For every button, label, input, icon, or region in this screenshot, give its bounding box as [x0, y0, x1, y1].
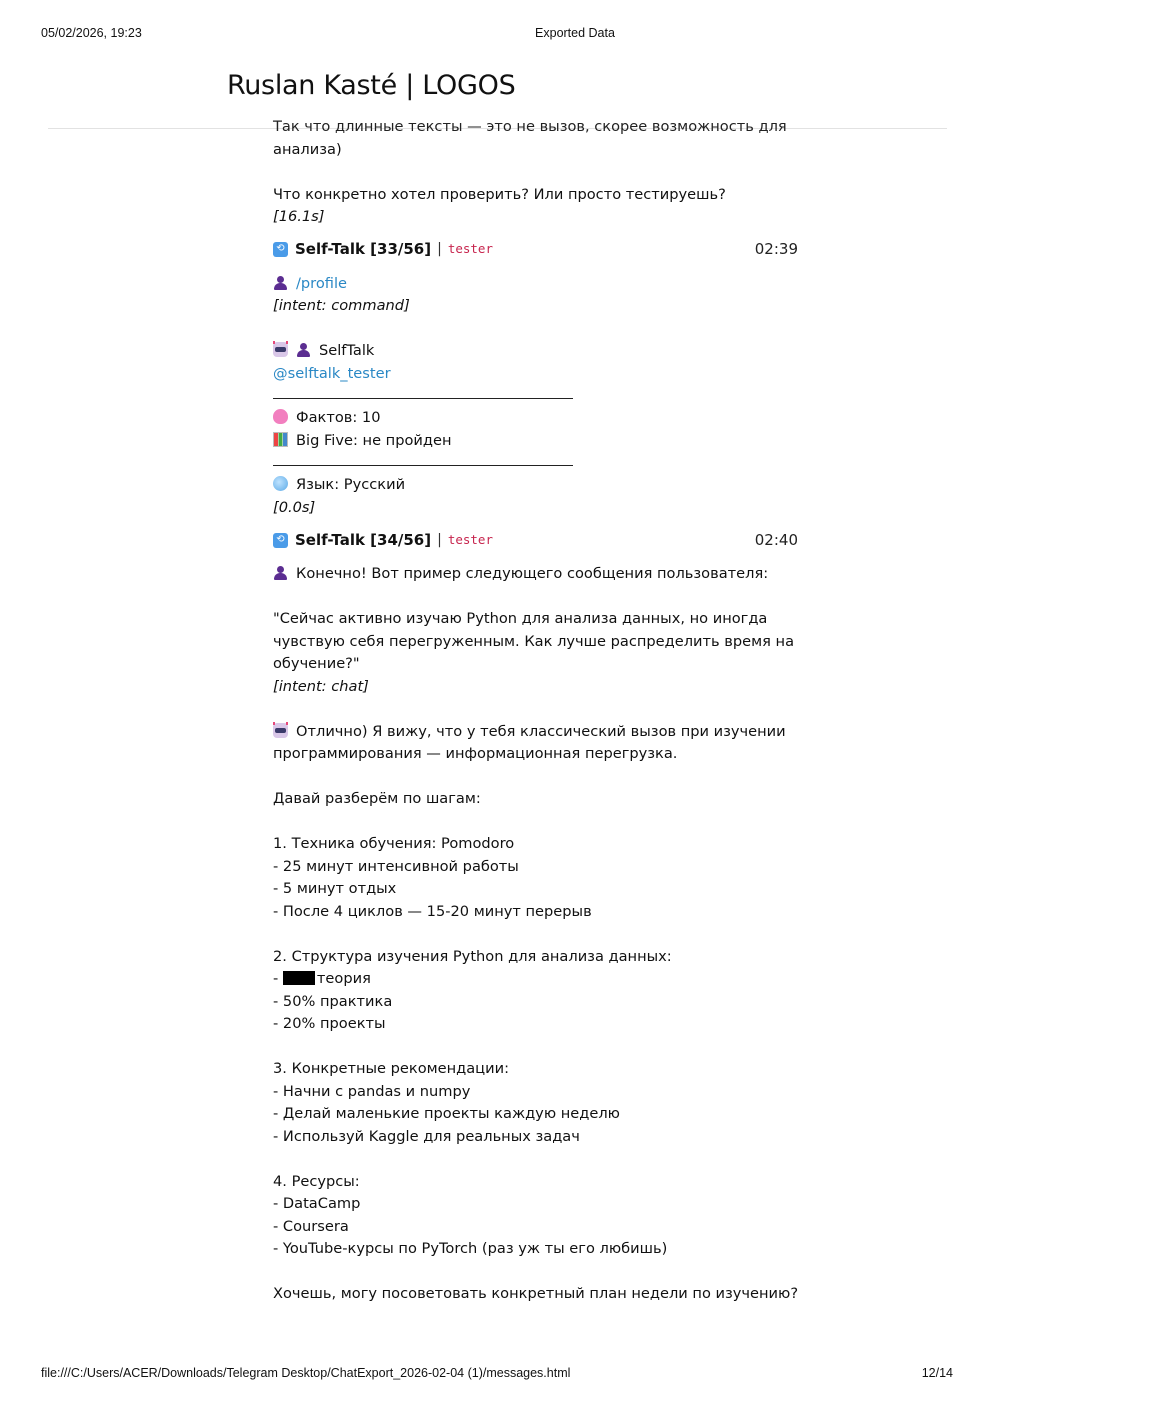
divider [273, 398, 573, 399]
sender-name: Self-Talk [33/56] [295, 240, 432, 259]
bot-reply [273, 721, 803, 744]
steps-intro: Давай разберём по шагам: [273, 790, 481, 807]
list-item [273, 968, 803, 991]
sender-tag: tester [447, 531, 493, 547]
print-date: 05/02/2026, 19:23 [41, 26, 142, 40]
language-row [273, 474, 803, 497]
message-text: Что конкретно хотел проверить? Или просто тестируешь? [273, 185, 726, 203]
file-path: file:///C:/Users/ACER/Downloads/Telegram Desktop/ChatExport_2026-02-04 (1)/messages.html [41, 1366, 571, 1380]
list-item: - DataCamp [273, 1195, 361, 1212]
big-five-row [273, 430, 803, 453]
globe-icon [273, 476, 288, 491]
bar-chart-icon [273, 432, 288, 447]
user-intro: Конечно! Вот пример следующего сообщения пользователя: [296, 565, 769, 582]
message-header [273, 529, 803, 551]
print-header [0, 26, 993, 42]
facts-count: Фактов: 10 [296, 409, 381, 426]
section-title: 4. Ресурсы: [273, 1172, 360, 1190]
list-item-text: теория [316, 970, 371, 987]
message-time: 02:39 [754, 240, 798, 259]
list-item: - После 4 циклов — 15-20 минут перерыв [273, 902, 592, 920]
repeat-icon: ⟲ [273, 533, 288, 548]
clipped-text: Так что длинные тексты — это не вызов, скорее возможность для [273, 118, 787, 135]
section-title: 1. Техника обучения: Pomodoro [273, 835, 515, 852]
divider [273, 465, 573, 466]
robot-icon [273, 342, 288, 357]
user-message [273, 273, 803, 296]
separator: | [437, 241, 442, 258]
user-quote: чувствую себя перегруженным. Как лучше распределить время на [273, 632, 795, 650]
response-timing: [16.1s] [273, 208, 325, 225]
user-message [273, 563, 803, 586]
list-item: - 20% проекты [273, 1015, 386, 1032]
user-quote: обучение?" [273, 655, 360, 672]
section-title: 2. Структура изучения Python для анализа данных: [273, 947, 672, 965]
facts-row [273, 407, 803, 430]
page-title: Ruslan Kasté | LOGOS [227, 70, 516, 101]
separator: | [437, 531, 442, 548]
list-item: - 5 минут отдых [273, 880, 397, 897]
print-title: Exported Data [535, 26, 615, 40]
profile-name: SelfTalk [319, 342, 375, 359]
page-number: 12/14 [921, 1366, 953, 1380]
list-item: - 25 минут интенсивной работы [273, 857, 519, 875]
list-item: - 50% практика [273, 992, 393, 1010]
bot-text: программирования — информационная перегрузка. [273, 745, 678, 762]
command-link[interactable]: /profile [296, 274, 348, 292]
user-icon [273, 565, 288, 580]
dash: - [273, 970, 283, 987]
intent-label: [intent: chat] [273, 677, 369, 695]
list-item: - Используй Kaggle для реальных задач [273, 1127, 580, 1145]
sender-name: Self-Talk [34/56] [295, 530, 432, 549]
section-title: 3. Конкретные рекомендации: [273, 1060, 510, 1077]
list-item: - Начни с pandas и numpy [273, 1082, 471, 1100]
message-header [273, 239, 803, 261]
message-time: 02:40 [754, 530, 798, 549]
repeat-icon: ⟲ [273, 242, 288, 257]
list-item: - Coursera [273, 1217, 349, 1235]
message-history [273, 118, 803, 1349]
message-text: анализа) [273, 140, 342, 158]
big-five-status: Big Five: не пройден [296, 431, 452, 449]
user-quote: "Сейчас активно изучаю Python для анализа данных, но иногда [273, 610, 768, 627]
brain-icon [273, 409, 288, 424]
closing-question: Хочешь, могу посоветовать конкретный план недели по изучению? [273, 1285, 799, 1302]
sender-tag: tester [447, 241, 493, 257]
robot-icon [273, 723, 288, 738]
language-value: Язык: Русский [296, 476, 406, 493]
response-timing: [0.0s] [273, 498, 316, 516]
bot-text: Отлично) Я вижу, что у тебя классический вызов при изучении [296, 722, 786, 740]
user-icon [273, 275, 288, 290]
profile-name-row [273, 340, 803, 363]
profile-username-link[interactable]: @selftalk_tester [273, 364, 391, 382]
intent-label: [intent: command] [273, 297, 410, 314]
list-item: - Делай маленькие проекты каждую неделю [273, 1105, 620, 1122]
redacted-block [283, 971, 315, 985]
list-item: - YouTube-курсы по PyTorch (раз уж ты его любишь) [273, 1240, 668, 1257]
user-icon [296, 342, 311, 357]
